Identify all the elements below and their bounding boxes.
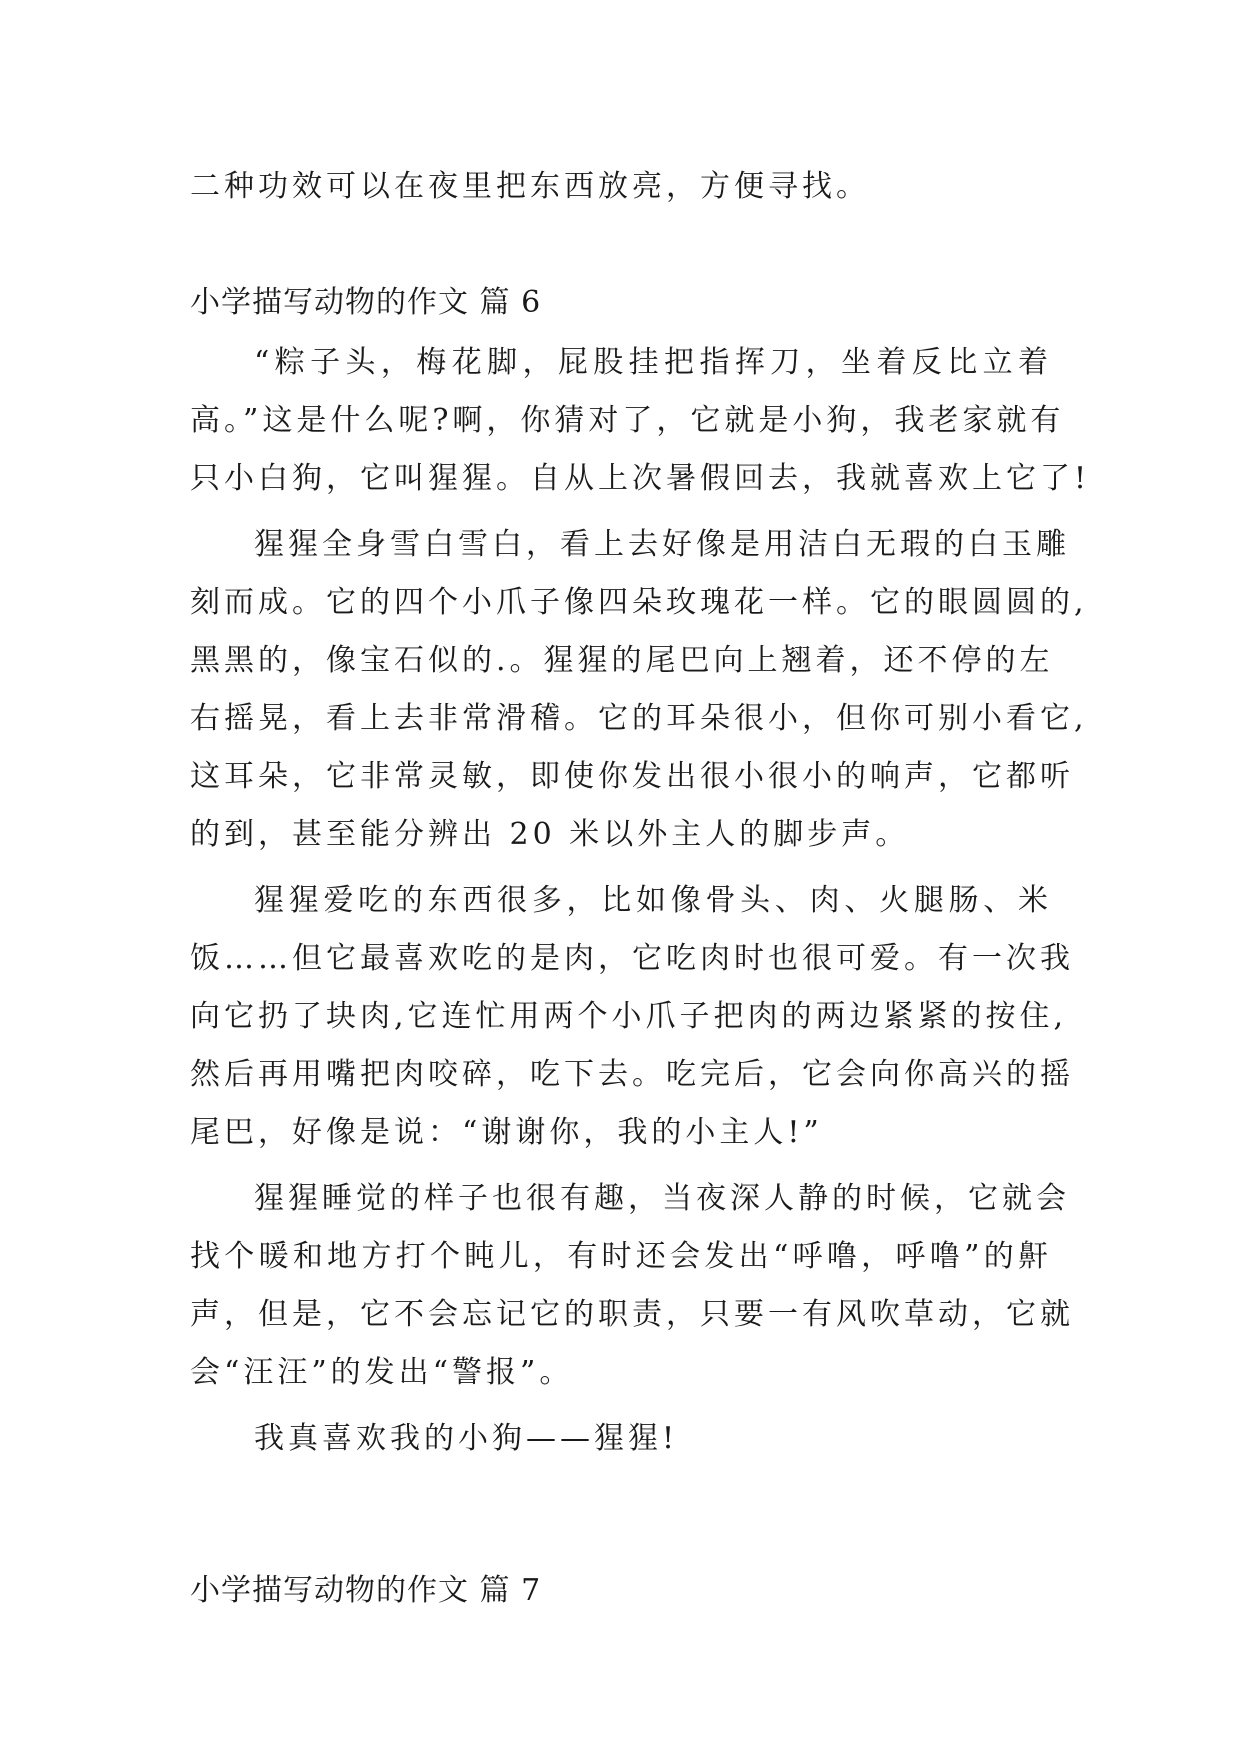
text-line: 向它扔了块肉,它连忙用两个小爪子把肉的两边紧紧的按住, xyxy=(190,999,1068,1034)
paragraph-4 xyxy=(190,1170,1074,1402)
intro-line: 二种功效可以在夜里把东西放亮，方便寻找。 xyxy=(190,169,870,204)
text-line: “粽子头，梅花脚，屁股挂把指挥刀，坐着反比立着 xyxy=(254,345,1052,380)
text-line: 只小白狗，它叫猩猩。自从上次暑假回去，我就喜欢上它了! xyxy=(190,461,1091,496)
text-line: 猩猩爱吃的东西很多，比如像骨头、肉、火腿肠、米 xyxy=(254,883,1052,918)
text-line: 的到，甚至能分辨出 20 米以外主人的脚步声。 xyxy=(190,817,910,852)
text-line: 然后再用嘴把肉咬碎，吃下去。吃完后，它会向你高兴的摇 xyxy=(190,1057,1074,1092)
text-line: 我真喜欢我的小狗——猩猩! xyxy=(254,1421,679,1456)
section-6-title: 小学描写动物的作文 篇 6 xyxy=(190,285,542,320)
text-line: 会“汪汪”的发出“警报”。 xyxy=(190,1355,574,1390)
text-line: 猩猩睡觉的样子也很有趣，当夜深人静的时候，它就会 xyxy=(254,1181,1070,1216)
paragraph-3 xyxy=(190,872,1074,1162)
paragraph-5 xyxy=(190,1410,1052,1468)
paragraph-1 xyxy=(190,334,1091,508)
text-line: 右摇晃，看上去非常滑稽。它的耳朵很小，但你可别小看它, xyxy=(190,701,1088,736)
text-line: 高。”这是什么呢?啊，你猜对了，它就是小狗，我老家就有 xyxy=(190,403,1065,438)
text-line: 尾巴，好像是说：“谢谢你，我的小主人!” xyxy=(190,1115,823,1150)
section-7-title: 小学描写动物的作文 篇 7 xyxy=(190,1573,542,1608)
text-line: 这耳朵，它非常灵敏，即使你发出很小很小的响声，它都听 xyxy=(190,759,1074,794)
text-line: 刻而成。它的四个小爪子像四朵玫瑰花一样。它的眼圆圆的, xyxy=(190,585,1088,620)
text-line: 饭……但它最喜欢吃的是肉，它吃肉时也很可爱。有一次我 xyxy=(190,941,1074,976)
text-line: 找个暖和地方打个盹儿，有时还会发出“呼噜，呼噜”的鼾 xyxy=(190,1239,1052,1274)
document-body xyxy=(190,158,1091,1620)
text-line: 黑黑的，像宝石似的.。猩猩的尾巴向上翘着，还不停的左 xyxy=(190,643,1054,678)
text-line: 声，但是，它不会忘记它的职责，只要一有风吹草动，它就 xyxy=(190,1297,1074,1332)
text-line: 猩猩全身雪白雪白，看上去好像是用洁白无瑕的白玉雕 xyxy=(254,527,1070,562)
paragraph-2 xyxy=(190,516,1088,864)
